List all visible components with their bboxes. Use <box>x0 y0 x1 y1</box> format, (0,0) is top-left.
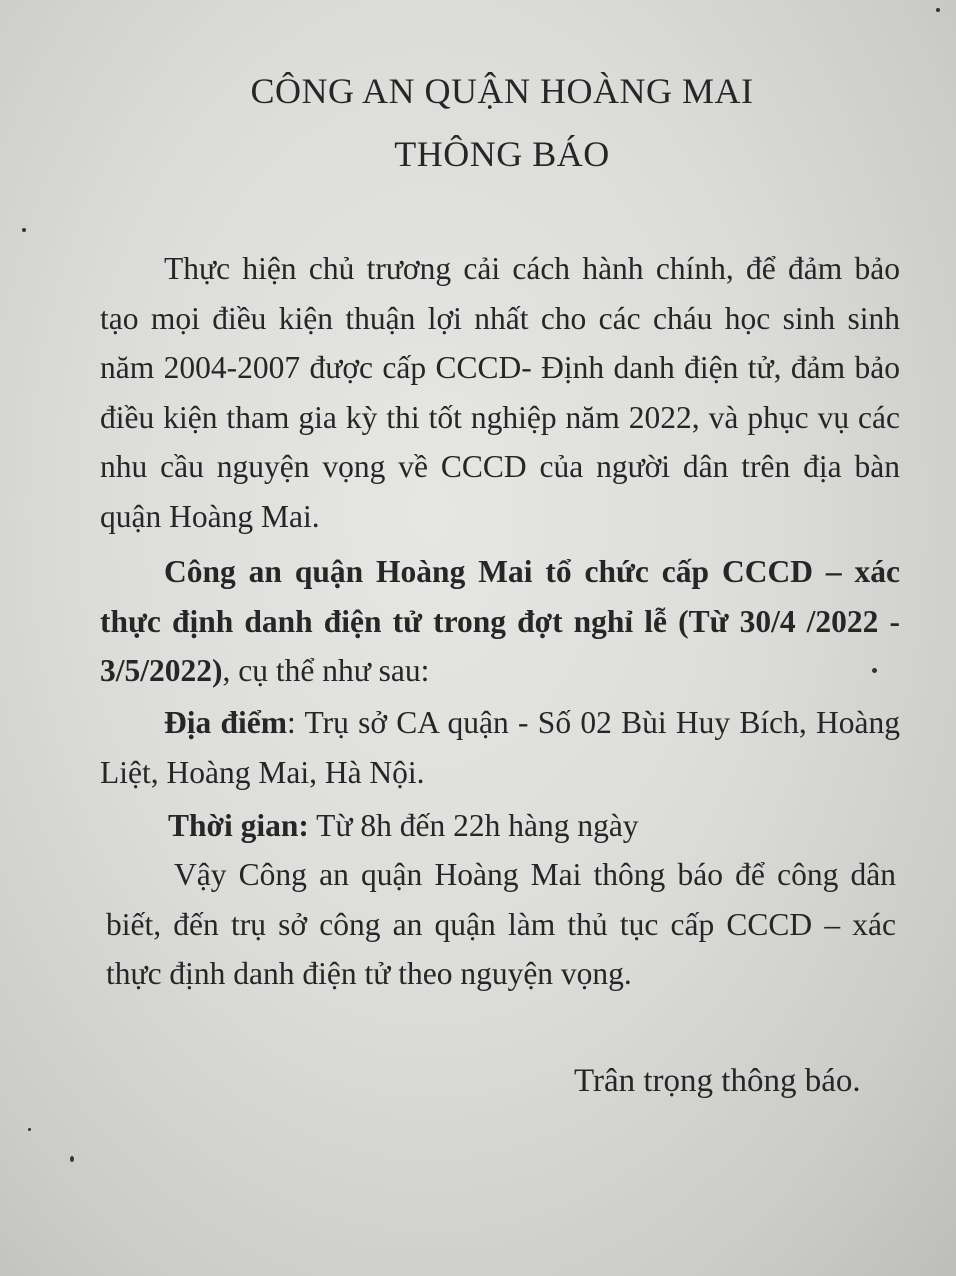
location-label: Địa điểm <box>164 705 288 740</box>
organization-heading: CÔNG AN QUẬN HOÀNG MAI <box>250 71 754 111</box>
paper-speck <box>28 1128 31 1131</box>
paragraph-time <box>168 801 900 851</box>
signoff-text: Trân trọng thông báo. <box>574 1063 861 1099</box>
time-label: Thời gian: <box>168 808 309 843</box>
time-value: Từ 8h đến 22h hàng ngày <box>308 808 639 843</box>
document-title: THÔNG BÁO <box>394 134 610 174</box>
paper-speck <box>70 1156 74 1162</box>
paragraph-intro: Thực hiện chủ trương cải cách hành chính, để đảm bảo tạo mọi điều kiện thuận lợi nhất cho các cháu học sinh sinh năm 2004-2007 được cấp CCCD- Định danh điện tử, đảm bảo điều kiện tham gia kỳ thi tốt nghiệp năm 2022, và phục vụ các nhu cầu nguyện vọng về CCCD của người dân trên địa bàn quận Hoàng Mai. <box>100 251 900 534</box>
paragraph-location <box>100 698 900 797</box>
announcement-bold-text: Công an quận Hoàng Mai tổ chức cấp CCCD – xác thực định danh điện tử trong đợt nghỉ lễ (Từ 30/4 /2022 - 3/5/2022) <box>100 554 900 688</box>
paragraph-announcement <box>100 547 900 696</box>
paper-speck <box>872 668 877 673</box>
paper-speck <box>936 8 940 12</box>
announcement-rest-text: , cụ thể như sau: <box>222 653 430 688</box>
location-value: : Trụ sở CA quận - Số 02 Bùi Huy Bích, Hoàng Liệt, Hoàng Mai, Hà Nội. <box>100 705 900 790</box>
paragraph-closing: Vậy Công an quận Hoàng Mai thông báo để công dân biết, đến trụ sở công an quận làm thủ tục cấp CCCD – xác thực định danh điện tử theo nguyện vọng. <box>106 857 896 991</box>
paper-speck <box>22 228 26 232</box>
